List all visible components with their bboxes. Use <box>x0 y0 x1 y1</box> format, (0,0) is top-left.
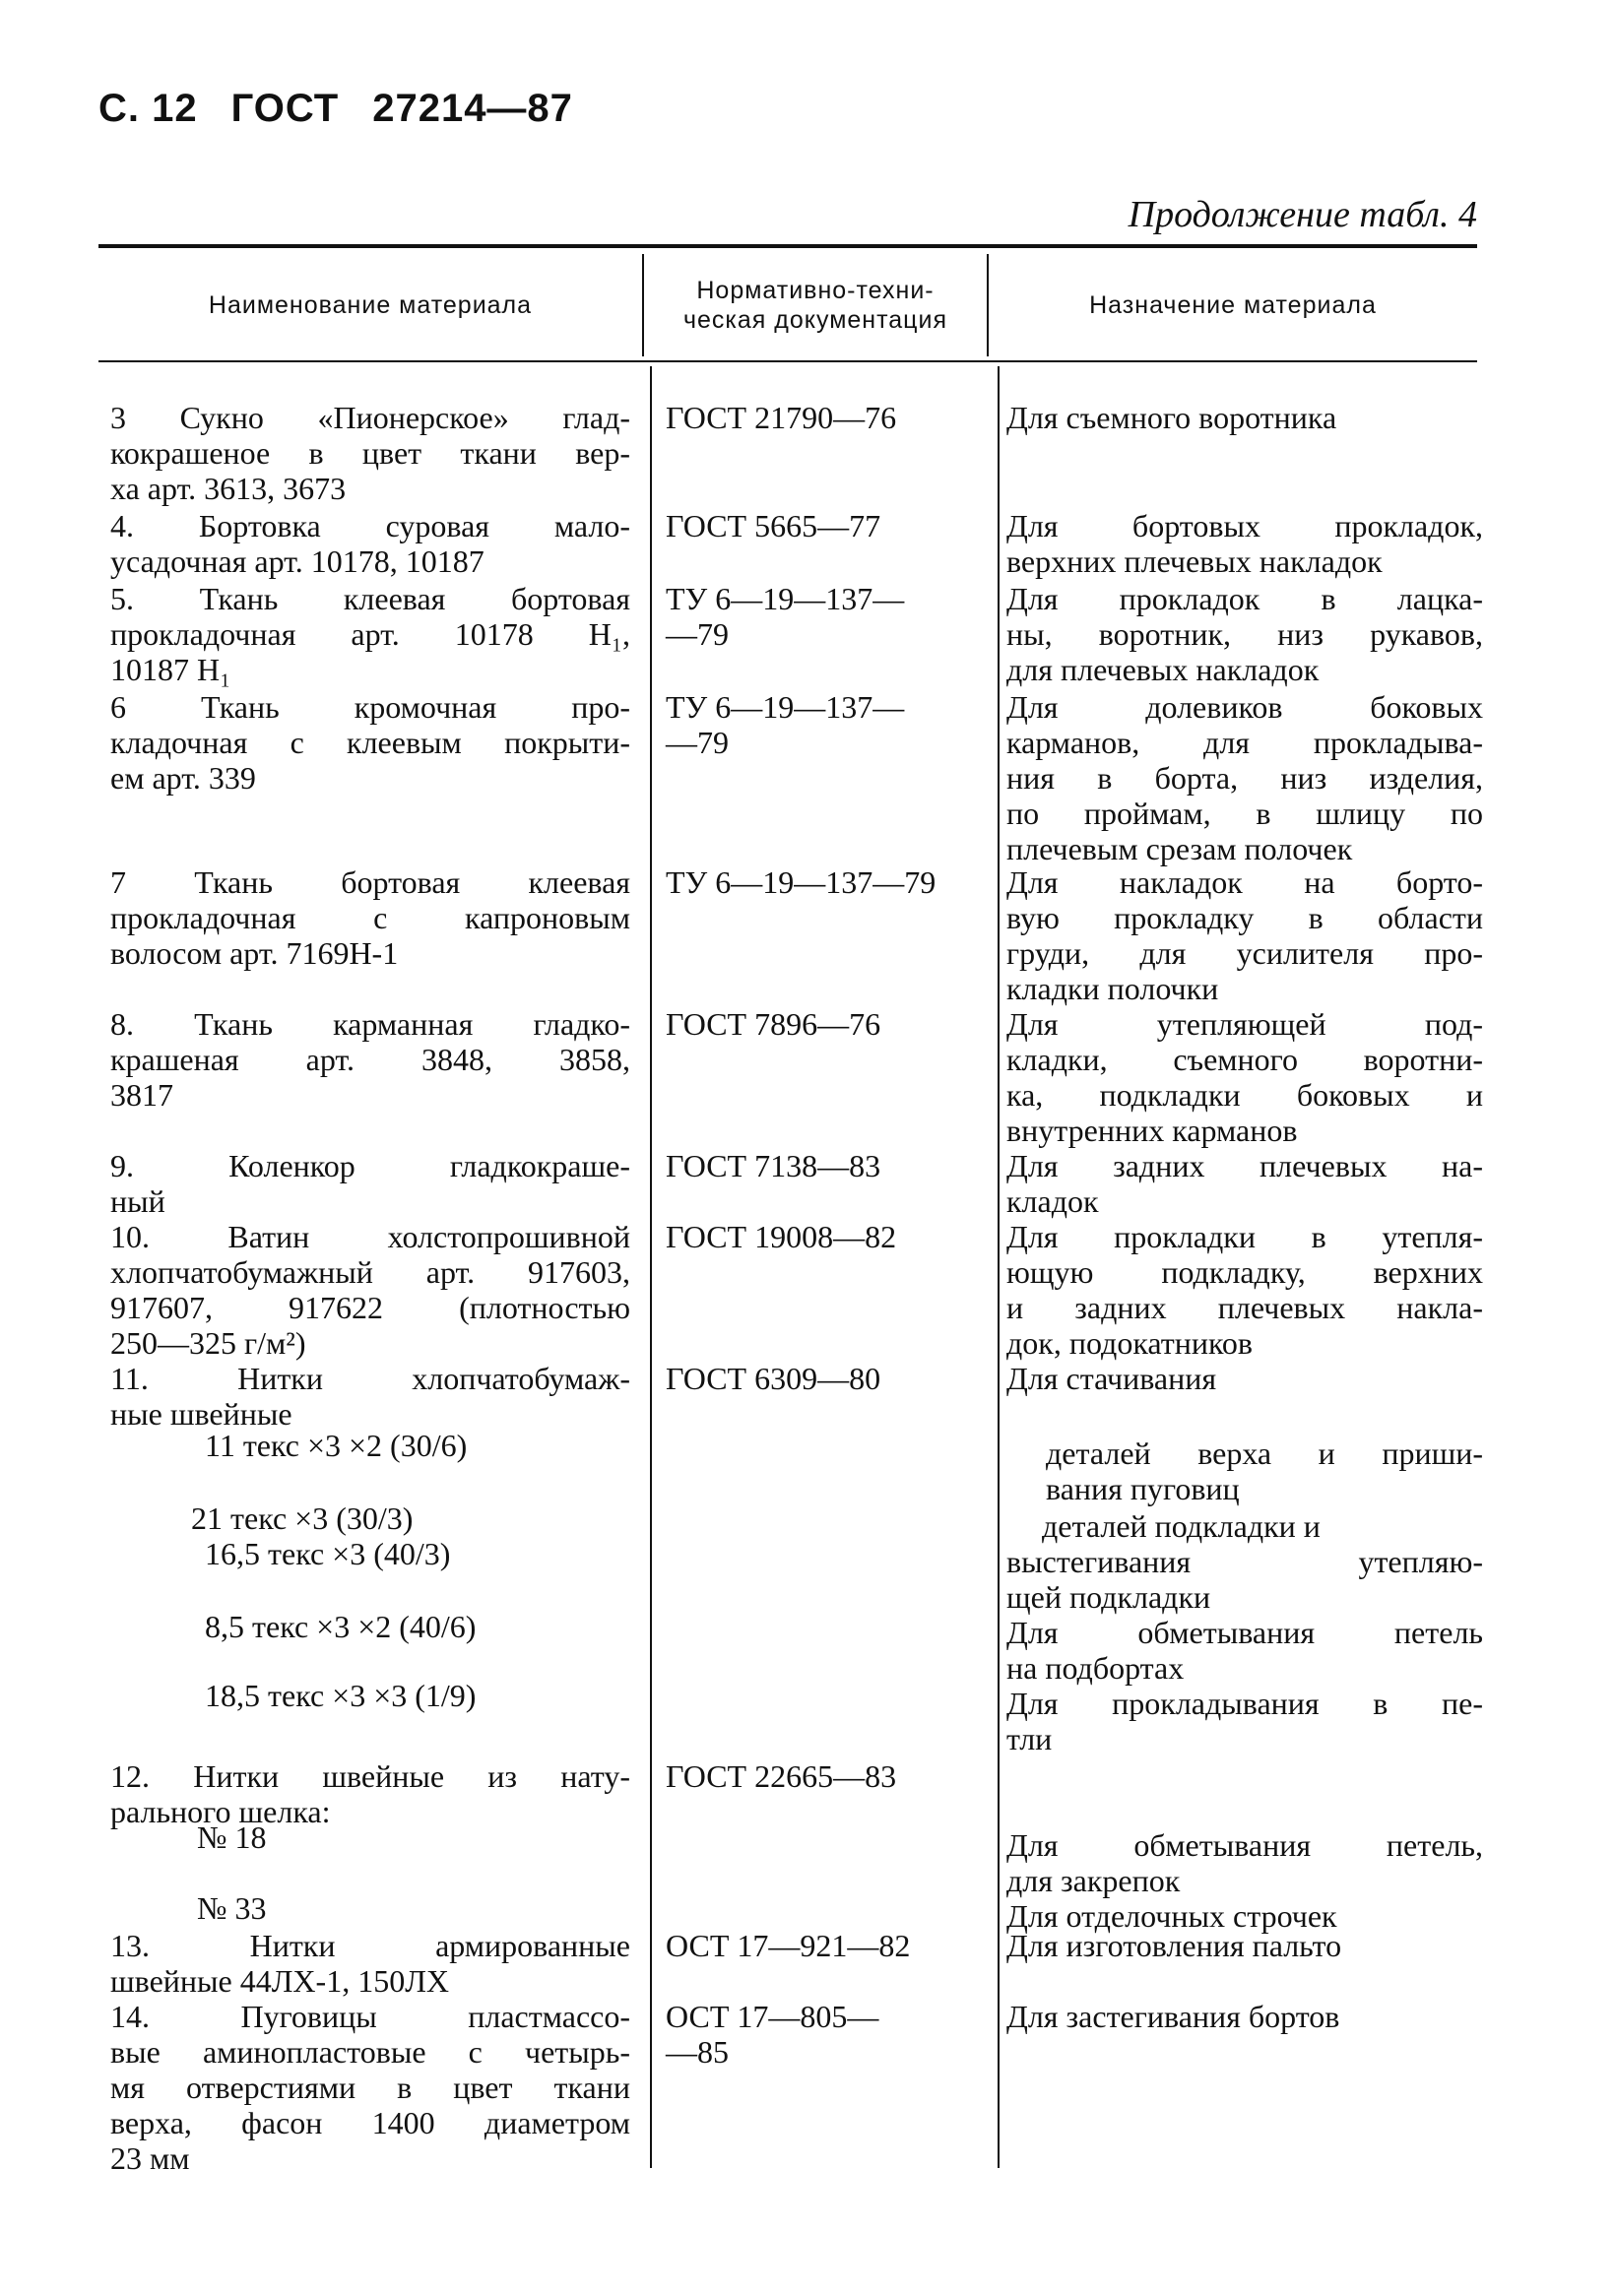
material-name-line: ный <box>110 1183 165 1219</box>
material-purpose-line: Для накладок на борто- <box>1006 864 1483 900</box>
material-name-line: волосом арт. 7169Н-1 <box>110 935 399 971</box>
thread-spec: 11 текс ×3 ×2 (30/6) <box>205 1428 468 1463</box>
normative-doc-line: —79 <box>666 725 729 760</box>
normative-doc-line: ОСТ 17—921—82 <box>666 1928 911 1963</box>
sub-purpose <box>1046 1435 1483 1506</box>
sub-purpose-line: Для обметывания петель <box>1006 1615 1483 1650</box>
normative-doc-line: ГОСТ 5665—77 <box>666 508 881 543</box>
sub-purpose-line: выстегивания утепляю- <box>1006 1544 1483 1579</box>
standard-number: 27214—87 <box>372 87 573 130</box>
material-purpose-line: и задних плечевых накла- <box>1006 1290 1483 1325</box>
normative-doc <box>666 1758 896 1794</box>
sub-purpose-line: Для обметывания петель, <box>1006 1827 1483 1863</box>
material-purpose-line: док, подокатников <box>1006 1325 1254 1361</box>
material-name-line: 917607, 917622 (плотностью <box>110 1290 630 1325</box>
material-purpose-line: ния в борта, низ изделия, <box>1006 760 1483 796</box>
material-name <box>110 581 630 687</box>
material-name-line: мя отверстиями в цвет ткани <box>110 2070 630 2105</box>
material-purpose-line: Для утепляющей под- <box>1006 1006 1483 1042</box>
material-purpose <box>1006 864 1483 1006</box>
normative-doc <box>666 508 880 543</box>
material-name <box>110 1219 630 1361</box>
material-name <box>110 400 630 506</box>
sub-purpose <box>1006 1544 1483 1615</box>
material-name-line: прокладочная арт. 10178 Н₁, <box>110 616 630 652</box>
normative-doc <box>666 1219 896 1254</box>
material-name-line: 12. Нитки швейные из нату- <box>110 1758 630 1794</box>
normative-doc <box>666 864 936 900</box>
material-name <box>110 864 630 971</box>
material-name <box>110 1361 630 1432</box>
normative-doc-line: ГОСТ 7896—76 <box>666 1006 881 1042</box>
sub-purpose <box>1006 1615 1483 1686</box>
sub-purpose-line: Для прокладывания в пе- <box>1006 1686 1483 1721</box>
sub-purpose-line: для закрепок <box>1006 1863 1181 1898</box>
normative-doc <box>666 1006 880 1042</box>
material-purpose-line: для плечевых накладок <box>1006 652 1320 687</box>
running-header <box>98 87 607 131</box>
normative-doc-line: ГОСТ 22665—83 <box>666 1758 897 1794</box>
material-name <box>110 689 630 796</box>
sub-purpose-line: деталей верха и приши- <box>1046 1435 1483 1471</box>
normative-doc-line: —79 <box>666 616 729 652</box>
material-purpose-line: ющую подкладку, верхних <box>1006 1254 1483 1290</box>
normative-doc-line: ГОСТ 21790—76 <box>666 400 897 435</box>
material-name-line: 8. Ткань карманная гладко- <box>110 1006 630 1042</box>
material-purpose-line: кладок <box>1006 1183 1099 1219</box>
material-name-line: прокладочная с капроновым <box>110 900 630 935</box>
standard-label: ГОСТ <box>230 87 340 130</box>
material-purpose-line: Для прокладок в лацка- <box>1006 581 1483 616</box>
material-name-line: 11. Нитки хлопчатобумаж- <box>110 1361 630 1396</box>
normative-doc <box>666 689 904 760</box>
page-number: С. 12 <box>98 87 198 130</box>
thread-spec: 8,5 текс ×3 ×2 (40/6) <box>205 1609 477 1644</box>
thread-spec: 16,5 текс ×3 (40/3) <box>205 1536 451 1571</box>
material-name-line: верха, фасон 1400 диаметром <box>110 2105 630 2140</box>
material-name-line: ные швейные <box>110 1396 292 1432</box>
material-name-line: 10187 Н₁ <box>110 652 231 687</box>
material-name-line: 250—325 г/м²) <box>110 1325 306 1361</box>
material-purpose-line: Для стачивания <box>1006 1361 1217 1396</box>
material-purpose-line: Для прокладки в утепля- <box>1006 1219 1483 1254</box>
material-name-line: 7 Ткань бортовая клеевая <box>110 864 630 900</box>
normative-doc-line: ГОСТ 7138—83 <box>666 1148 881 1183</box>
material-name-line: 3817 <box>110 1077 173 1113</box>
sub-purpose <box>1042 1508 1483 1544</box>
material-purpose-line: вую прокладку в области <box>1006 900 1483 935</box>
thread-spec: 21 текс ×3 (30/3) <box>191 1500 414 1536</box>
normative-doc <box>666 1999 878 2070</box>
material-name-line: 6 Ткань кромочная про- <box>110 689 630 725</box>
material-purpose <box>1006 1219 1483 1361</box>
material-name <box>110 1006 630 1113</box>
material-purpose <box>1006 400 1483 435</box>
material-purpose-line: ны, воротник, низ рукавов, <box>1006 616 1483 652</box>
material-purpose-line: кладки, съемного воротни- <box>1006 1042 1483 1077</box>
normative-doc-line: ГОСТ 19008—82 <box>666 1219 897 1254</box>
normative-doc <box>666 1928 910 1963</box>
normative-doc <box>666 400 896 435</box>
body-divider-2 <box>998 366 1000 2168</box>
material-purpose-line: Для задних плечевых на- <box>1006 1148 1483 1183</box>
sub-purpose <box>1006 1686 1483 1756</box>
normative-doc-line: ТУ 6—19—137— <box>666 689 905 725</box>
normative-doc-line: ГОСТ 6309—80 <box>666 1361 881 1396</box>
table-continuation-label: Продолжение табл. 4 <box>1128 194 1477 235</box>
material-name-line: 14. Пуговицы пластмассо- <box>110 1999 630 2034</box>
sub-purpose-line: щей подкладки <box>1006 1579 1211 1615</box>
normative-doc-line: ТУ 6—19—137— <box>666 581 905 616</box>
material-purpose-line: Для бортовых прокладок, <box>1006 508 1483 543</box>
material-name-line: вые аминопластовые с четырь- <box>110 2034 630 2070</box>
material-purpose-line: по проймам, в шлицу по <box>1006 796 1483 831</box>
material-purpose <box>1006 1148 1483 1219</box>
material-name <box>110 1928 630 1999</box>
material-purpose <box>1006 1928 1483 1963</box>
material-purpose-line: Для застегивания бортов <box>1006 1999 1340 2034</box>
normative-doc-line: ТУ 6—19—137—79 <box>666 864 937 900</box>
thread-spec: № 33 <box>197 1890 267 1926</box>
material-purpose-line: Для изготовления пальто <box>1006 1928 1342 1963</box>
material-name-line: 9. Коленкор гладкокраше- <box>110 1148 630 1183</box>
thread-spec: 18,5 текс ×3 ×3 (1/9) <box>205 1678 477 1713</box>
thread-spec: № 18 <box>197 1819 267 1855</box>
material-name-line: рального шелка: <box>110 1794 331 1829</box>
material-purpose-line: внутренних карманов <box>1006 1113 1298 1148</box>
material-name-line: 5. Ткань клеевая бортовая <box>110 581 630 616</box>
material-name <box>110 1758 630 1829</box>
material-name-line: ха арт. 3613, 3673 <box>110 471 347 506</box>
material-name <box>110 508 630 579</box>
material-name-line: 10. Ватин холстопрошивной <box>110 1219 630 1254</box>
normative-doc <box>666 1361 880 1396</box>
material-purpose <box>1006 689 1483 866</box>
sub-purpose-line: на подбортах <box>1006 1650 1185 1686</box>
normative-doc <box>666 581 904 652</box>
material-name-line: усадочная арт. 10178, 10187 <box>110 543 484 579</box>
material-name-line: 4. Бортовка суровая мало- <box>110 508 630 543</box>
material-purpose-line: плечевым срезам полочек <box>1006 831 1353 866</box>
column-header-doc: Нормативно-техни- ческая документация <box>682 277 948 334</box>
material-purpose <box>1006 1361 1483 1396</box>
sub-purpose-line: вания пуговиц <box>1046 1471 1240 1506</box>
header-bottom-rule <box>98 360 1477 362</box>
normative-doc-line: —85 <box>666 2034 729 2070</box>
column-header-purpose: Назначение материала <box>1089 291 1377 319</box>
material-purpose-line: ка, подкладки боковых и <box>1006 1077 1483 1113</box>
body-divider-1 <box>650 366 652 2168</box>
material-name-line: ем арт. 339 <box>110 760 256 796</box>
material-purpose <box>1006 1006 1483 1148</box>
material-purpose-line: верхних плечевых накладок <box>1006 543 1383 579</box>
material-name-line: хлопчатобумажный арт. 917603, <box>110 1254 630 1290</box>
sub-purpose <box>1006 1827 1483 1898</box>
material-purpose-line: Для долевиков боковых <box>1006 689 1483 725</box>
material-purpose <box>1006 581 1483 687</box>
normative-doc-line: ОСТ 17—805— <box>666 1999 879 2034</box>
sub-purpose-line: деталей подкладки и <box>1042 1508 1321 1544</box>
material-name <box>110 1999 630 2176</box>
material-purpose-line: Для съемного воротника <box>1006 400 1337 435</box>
material-purpose <box>1006 1999 1483 2034</box>
sub-purpose-line: тли <box>1006 1721 1053 1756</box>
material-name-line: кладочная с клеевым покрыти- <box>110 725 630 760</box>
column-header-name: Наименование материала <box>208 291 533 319</box>
material-purpose-line: карманов, для прокладыва- <box>1006 725 1483 760</box>
material-purpose-line: груди, для усилителя про- <box>1006 935 1483 971</box>
material-name-line: швейные 44ЛХ-1, 150ЛХ <box>110 1963 449 1999</box>
table-top-rule <box>98 244 1477 248</box>
material-name-line: 13. Нитки армированные <box>110 1928 630 1963</box>
sub-purpose-line: Для отделочных строчек <box>1006 1898 1337 1934</box>
material-name-line: крашеная арт. 3848, 3858, <box>110 1042 630 1077</box>
material-name <box>110 1148 630 1219</box>
normative-doc <box>666 1148 880 1183</box>
material-name-line: 23 мм <box>110 2140 190 2176</box>
material-name-line: 3 Сукно «Пионерское» глад- <box>110 400 630 435</box>
material-name-line: кокрашеное в цвет ткани вер- <box>110 435 630 471</box>
material-purpose <box>1006 508 1483 579</box>
material-purpose-line: кладки полочки <box>1006 971 1219 1006</box>
